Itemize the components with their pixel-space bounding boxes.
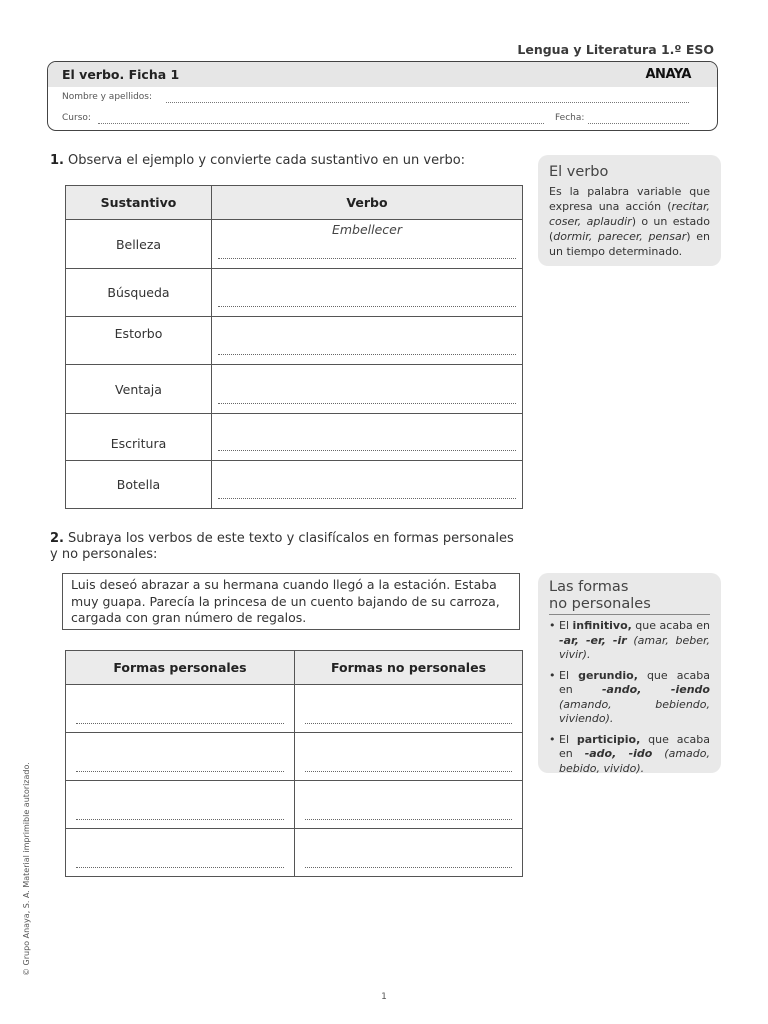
answer-line xyxy=(76,867,284,868)
answer-line xyxy=(218,403,516,404)
answer-line xyxy=(218,450,516,451)
answer-line xyxy=(305,867,512,868)
nonpersonal-answer-cell[interactable] xyxy=(295,781,523,829)
col-header-noun: Sustantivo xyxy=(66,186,212,220)
copyright-notice: © Grupo Anaya, S. A. Material imprimible autorizado. xyxy=(22,762,31,976)
forms-box-title: Las formas no personales xyxy=(549,579,710,615)
verb-answer-cell[interactable] xyxy=(212,220,523,269)
table-row xyxy=(66,461,523,509)
verb-definition-text: Es la palabra variable que expresa una acción (recitar, coser, aplaudir) o un estado (dormir, parecer, pensar) en un tiempo determinado. xyxy=(549,185,710,258)
noun-cell: Belleza xyxy=(66,220,212,269)
anaya-logo: ANAYA xyxy=(645,67,691,82)
answer-line xyxy=(76,723,284,724)
course-field[interactable] xyxy=(98,123,544,124)
verb-forms-table xyxy=(65,650,523,877)
table-row xyxy=(66,685,523,733)
verb-box-title: El verbo xyxy=(549,164,609,180)
personal-answer-cell[interactable] xyxy=(66,781,295,829)
nonpersonal-answer-cell[interactable] xyxy=(295,733,523,781)
answer-line xyxy=(218,258,516,259)
worksheet-title: El verbo. Ficha 1 xyxy=(62,67,180,82)
answer-line xyxy=(76,819,284,820)
exercise1-text: Observa el ejemplo y convierte cada sustantivo en un verbo: xyxy=(67,153,466,168)
name-field[interactable] xyxy=(166,102,689,103)
list-item: • El participio, que acaba en -ado, -ido (amado, bebido, vivido). xyxy=(549,733,710,777)
noun-verb-table xyxy=(65,185,523,509)
list-item: • El infinitivo, que acaba en -ar, -er, -ir (amar, beber, vivir). xyxy=(549,619,710,663)
answer-line xyxy=(305,819,512,820)
noun-cell: Ventaja xyxy=(66,365,212,414)
answer-line xyxy=(76,771,284,772)
nonpersonal-answer-cell[interactable] xyxy=(295,829,523,877)
table-row xyxy=(66,365,523,414)
verb-answer-cell[interactable] xyxy=(212,365,523,414)
table-row xyxy=(66,781,523,829)
col-header-personal: Formas personales xyxy=(66,651,295,685)
table-row xyxy=(66,317,523,365)
answer-line xyxy=(305,723,512,724)
col-header-verb: Verbo xyxy=(212,186,523,220)
page-number: 1 xyxy=(381,992,387,1002)
forms-list xyxy=(549,619,710,776)
course-title: Lengua y Literatura 1.º ESO xyxy=(517,42,714,57)
nonpersonal-answer-cell[interactable] xyxy=(295,685,523,733)
table-row xyxy=(66,733,523,781)
nonpersonal-forms-box xyxy=(538,573,721,773)
noun-cell: Búsqueda xyxy=(66,269,212,317)
personal-answer-cell[interactable] xyxy=(66,829,295,877)
table-row xyxy=(66,269,523,317)
worksheet-header-card xyxy=(47,61,718,131)
personal-answer-cell[interactable] xyxy=(66,685,295,733)
table-row xyxy=(66,829,523,877)
date-field[interactable] xyxy=(588,123,689,124)
table-header-row xyxy=(66,651,523,685)
col-header-nonpersonal: Formas no personales xyxy=(295,651,523,685)
exercise2-number: 2. xyxy=(50,531,64,546)
answer-line xyxy=(218,354,516,355)
table-row xyxy=(66,414,523,461)
noun-cell: Escritura xyxy=(66,414,212,461)
table-header-row xyxy=(66,186,523,220)
verb-answer-cell[interactable] xyxy=(212,461,523,509)
exercise1-number: 1. xyxy=(50,153,64,168)
example-verb: Embellecer xyxy=(331,222,403,237)
exercise2-text: Subraya los verbos de este texto y clasifícalos en formas personales y no personales: xyxy=(50,531,514,562)
list-item: • El gerundio, que acaba en -ando, -iendo (amando, bebiendo, viviendo). xyxy=(549,669,710,727)
noun-cell: Botella xyxy=(66,461,212,509)
answer-line xyxy=(218,498,516,499)
noun-cell: Estorbo xyxy=(66,317,212,365)
exercise2-passage[interactable]: Luis deseó abrazar a su hermana cuando llegó a la estación. Estaba muy guapa. Parecía la princesa de un cuento bajando de su carroza, cargada con gran número de regalos. xyxy=(62,573,520,630)
exercise2-prompt xyxy=(50,531,525,562)
exercise1-prompt xyxy=(50,153,465,168)
answer-line xyxy=(218,306,516,307)
worksheet-title-bar xyxy=(48,62,717,87)
answer-line xyxy=(305,771,512,772)
verb-definition-box xyxy=(538,155,721,266)
verb-answer-cell[interactable] xyxy=(212,269,523,317)
personal-answer-cell[interactable] xyxy=(66,733,295,781)
name-label: Nombre y apellidos: xyxy=(62,92,153,102)
course-label: Curso: xyxy=(62,113,91,123)
date-label: Fecha: xyxy=(555,113,585,123)
verb-answer-cell[interactable] xyxy=(212,414,523,461)
verb-answer-cell[interactable] xyxy=(212,317,523,365)
table-row xyxy=(66,220,523,269)
